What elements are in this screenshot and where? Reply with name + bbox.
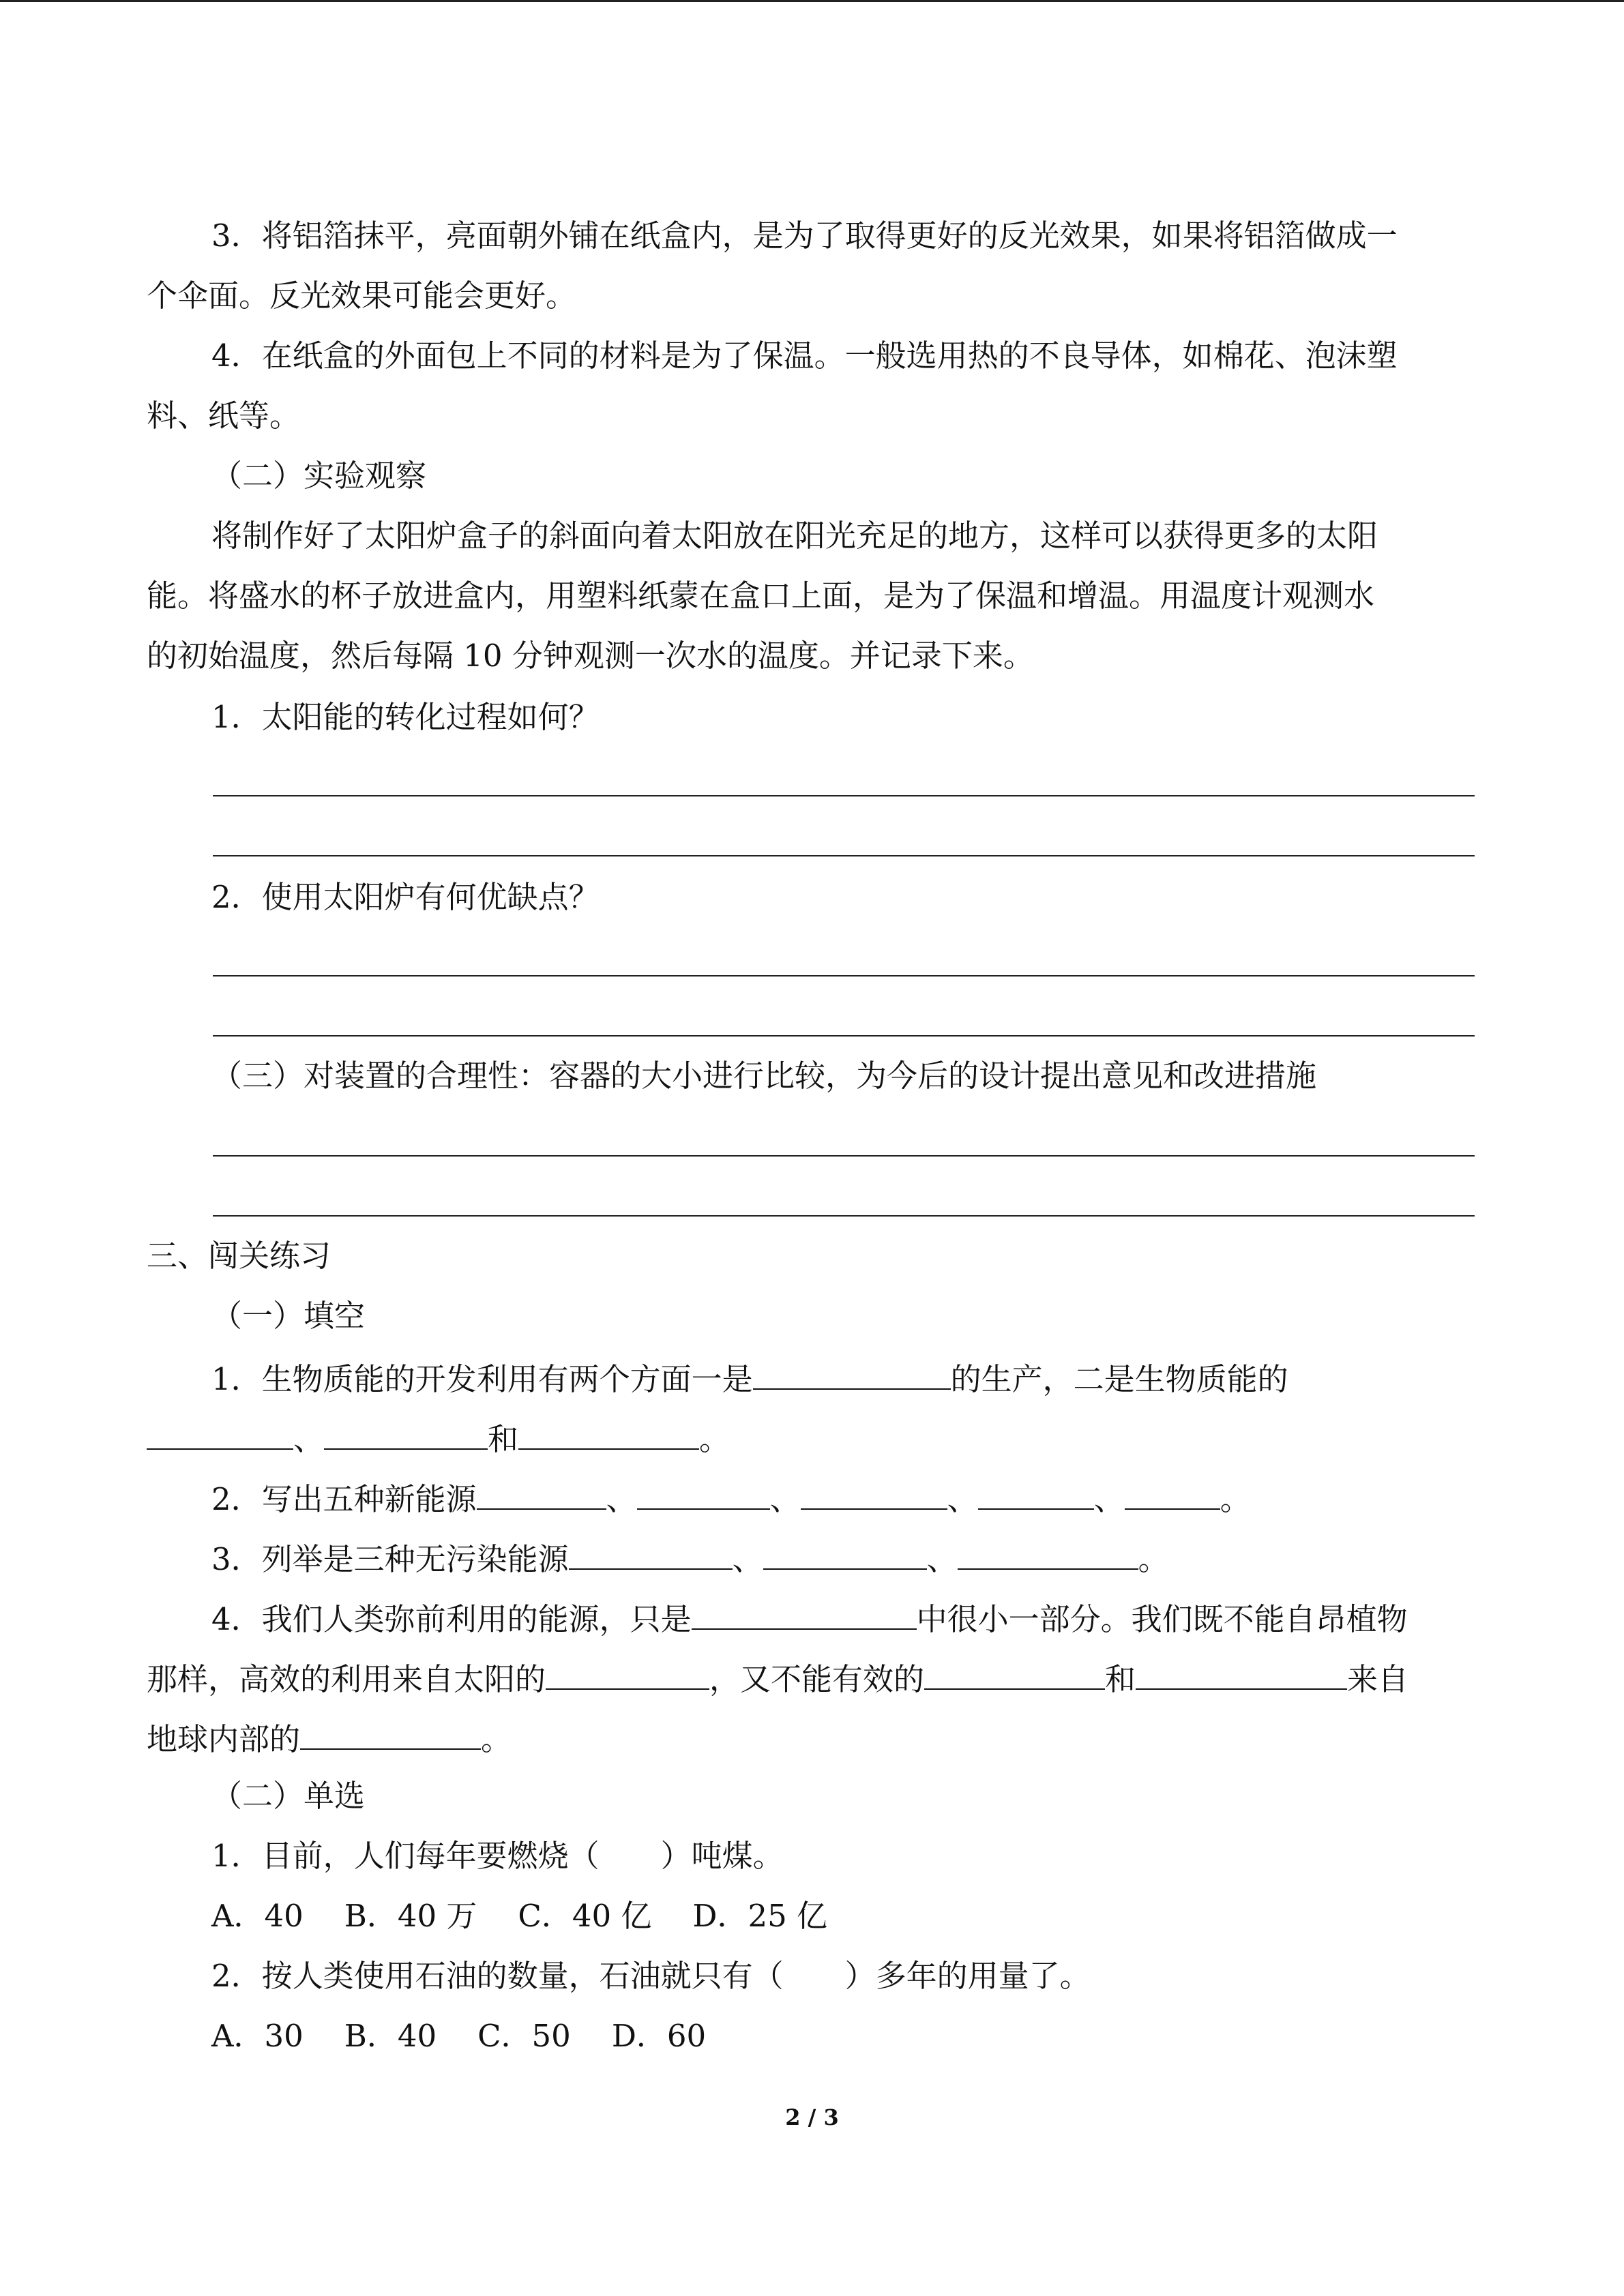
fill-q1-blank-2[interactable] bbox=[147, 1416, 293, 1450]
answer-line-eval-1[interactable] bbox=[213, 1155, 1475, 1157]
section-3-heading: 三、闯关练习 bbox=[147, 1238, 331, 1274]
fill-q3-end: 。 bbox=[1138, 1541, 1169, 1577]
fill-q3-text: 3．列举是三种无污染能源 bbox=[211, 1541, 569, 1577]
choice-q1-option-c[interactable]: C．40 亿 bbox=[518, 1898, 652, 1934]
fill-q4-line1 bbox=[211, 1596, 1408, 1640]
choice-q2-option-a[interactable]: A．30 bbox=[211, 2018, 304, 2054]
question-1: 1．太阳能的转化过程如何？ bbox=[211, 699, 600, 735]
choice-q2: 2．按人类使用石油的数量，石油就只有（ ）多年的用量了。 bbox=[211, 1958, 1091, 1994]
fill-q1-and: 和 bbox=[488, 1421, 519, 1457]
fill-q1-line1 bbox=[211, 1356, 1288, 1400]
choice-q1: 1．目前，人们每年要燃烧（ ）吨煤。 bbox=[211, 1838, 784, 1874]
choice-q1-option-b[interactable]: B．40 万 bbox=[344, 1898, 477, 1934]
fill-q1-sep: 、 bbox=[293, 1421, 325, 1457]
fill-q3-blank-1[interactable] bbox=[569, 1536, 733, 1570]
choice-q2-options bbox=[211, 2016, 747, 2057]
observation-para-line1: 将制作好了太阳炉盒子的斜面向着太阳放在阳光充足的地方，这样可以获得更多的太阳 bbox=[211, 518, 1378, 554]
answer-line-eval-2[interactable] bbox=[213, 1215, 1475, 1217]
choice-q2-option-b[interactable]: B．40 bbox=[344, 2018, 437, 2054]
fill-q3-sep-2: 、 bbox=[926, 1541, 958, 1577]
item-3-line1: 3．将铝箔抹平，亮面朝外铺在纸盒内，是为了取得更好的反光效果，如果将铝箔做成一 bbox=[211, 218, 1398, 254]
choice-heading: （二）单选 bbox=[211, 1778, 366, 1814]
fill-q4-text-f: 地球内部的 bbox=[147, 1721, 301, 1757]
fill-q4-text-d: ，又不能有效的 bbox=[709, 1661, 925, 1697]
fill-q4-blank-5[interactable] bbox=[300, 1716, 481, 1750]
fill-q1-blank-3[interactable] bbox=[324, 1416, 488, 1450]
fill-q4-text-e: 来自 bbox=[1347, 1661, 1409, 1697]
fill-q4-end: 。 bbox=[481, 1721, 512, 1757]
fill-q2-blank-1[interactable] bbox=[477, 1476, 606, 1510]
item-3-line2: 个伞面。反光效果可能会更好。 bbox=[147, 278, 577, 314]
fill-q1-line2 bbox=[147, 1416, 730, 1460]
answer-line-q2-1[interactable] bbox=[213, 975, 1475, 976]
item-4-line2: 料、纸等。 bbox=[147, 398, 301, 434]
fill-q3 bbox=[211, 1536, 1169, 1580]
fill-q2-sep-3: 、 bbox=[947, 1481, 978, 1517]
fill-q4-text-c: 那样，高效的利用来自太阳的 bbox=[147, 1661, 546, 1697]
fill-q2-blank-3[interactable] bbox=[801, 1476, 947, 1510]
fill-q2-sep-4: 、 bbox=[1093, 1481, 1125, 1517]
fill-q3-sep-1: 、 bbox=[732, 1541, 763, 1577]
choice-q1-option-d[interactable]: D．25 亿 bbox=[692, 1898, 828, 1934]
fill-q2-blank-4[interactable] bbox=[978, 1476, 1094, 1510]
observation-heading: （二）实验观察 bbox=[211, 458, 427, 494]
top-border bbox=[0, 0, 1624, 2]
choice-q2-option-c[interactable]: C．50 bbox=[477, 2018, 571, 2054]
fill-q4-blank-2[interactable] bbox=[546, 1656, 709, 1690]
fill-q4-text-b: 中很小一部分。我们既不能自昂植物 bbox=[916, 1601, 1408, 1637]
fill-q1-end: 。 bbox=[699, 1421, 730, 1457]
evaluation-heading: （三）对装置的合理性：容器的大小进行比较，为今后的设计提出意见和改进措施 bbox=[211, 1058, 1317, 1094]
fill-q2 bbox=[211, 1476, 1251, 1520]
fill-q2-sep-1: 、 bbox=[606, 1481, 637, 1517]
fill-q4-line2 bbox=[147, 1656, 1408, 1700]
fill-q4-blank-1[interactable] bbox=[692, 1596, 917, 1630]
observation-para-line3: 的初始温度，然后每隔 10 分钟观测一次水的温度。并记录下来。 bbox=[147, 638, 1034, 674]
fill-q1-text-b: 的生产，二是生物质能的 bbox=[950, 1361, 1288, 1397]
fill-q2-sep-2: 、 bbox=[769, 1481, 801, 1517]
answer-line-q2-2[interactable] bbox=[213, 1035, 1475, 1037]
fill-q2-text: 2．写出五种新能源 bbox=[211, 1481, 477, 1517]
fill-q2-blank-5[interactable] bbox=[1125, 1476, 1220, 1510]
observation-para-line2: 能。将盛水的杯子放进盒内，用塑料纸蒙在盒口上面，是为了保温和增温。用温度计观测水 bbox=[147, 578, 1375, 614]
answer-line-q1-2[interactable] bbox=[213, 855, 1475, 856]
item-4-line1: 4．在纸盒的外面包上不同的材料是为了保温。一般选用热的不良导体，如棉花、泡沫塑 bbox=[211, 338, 1398, 374]
choice-q2-option-d[interactable]: D．60 bbox=[611, 2018, 707, 2054]
fill-q2-blank-2[interactable] bbox=[637, 1476, 770, 1510]
fill-q4-blank-3[interactable] bbox=[924, 1656, 1105, 1690]
fill-q4-and: 和 bbox=[1105, 1661, 1136, 1697]
fill-heading: （一）填空 bbox=[211, 1298, 366, 1334]
answer-line-q1-1[interactable] bbox=[213, 795, 1475, 796]
question-2: 2．使用太阳炉有何优缺点？ bbox=[211, 879, 600, 915]
fill-q4-line3 bbox=[147, 1716, 512, 1760]
fill-q4-text-a: 4．我们人类弥前利用的能源，只是 bbox=[211, 1601, 692, 1637]
fill-q1-blank-4[interactable] bbox=[518, 1416, 699, 1450]
fill-q2-end: 。 bbox=[1220, 1481, 1251, 1517]
choice-q1-options bbox=[211, 1896, 868, 1937]
choice-q1-option-a[interactable]: A．40 bbox=[211, 1898, 304, 1934]
page-number: 2 / 3 bbox=[785, 2104, 839, 2130]
fill-q1-blank-1[interactable] bbox=[753, 1356, 951, 1390]
fill-q3-blank-2[interactable] bbox=[763, 1536, 927, 1570]
fill-q1-text-a: 1．生物质能的开发利用有两个方面一是 bbox=[211, 1361, 753, 1397]
fill-q3-blank-3[interactable] bbox=[958, 1536, 1138, 1570]
fill-q4-blank-4[interactable] bbox=[1136, 1656, 1347, 1690]
